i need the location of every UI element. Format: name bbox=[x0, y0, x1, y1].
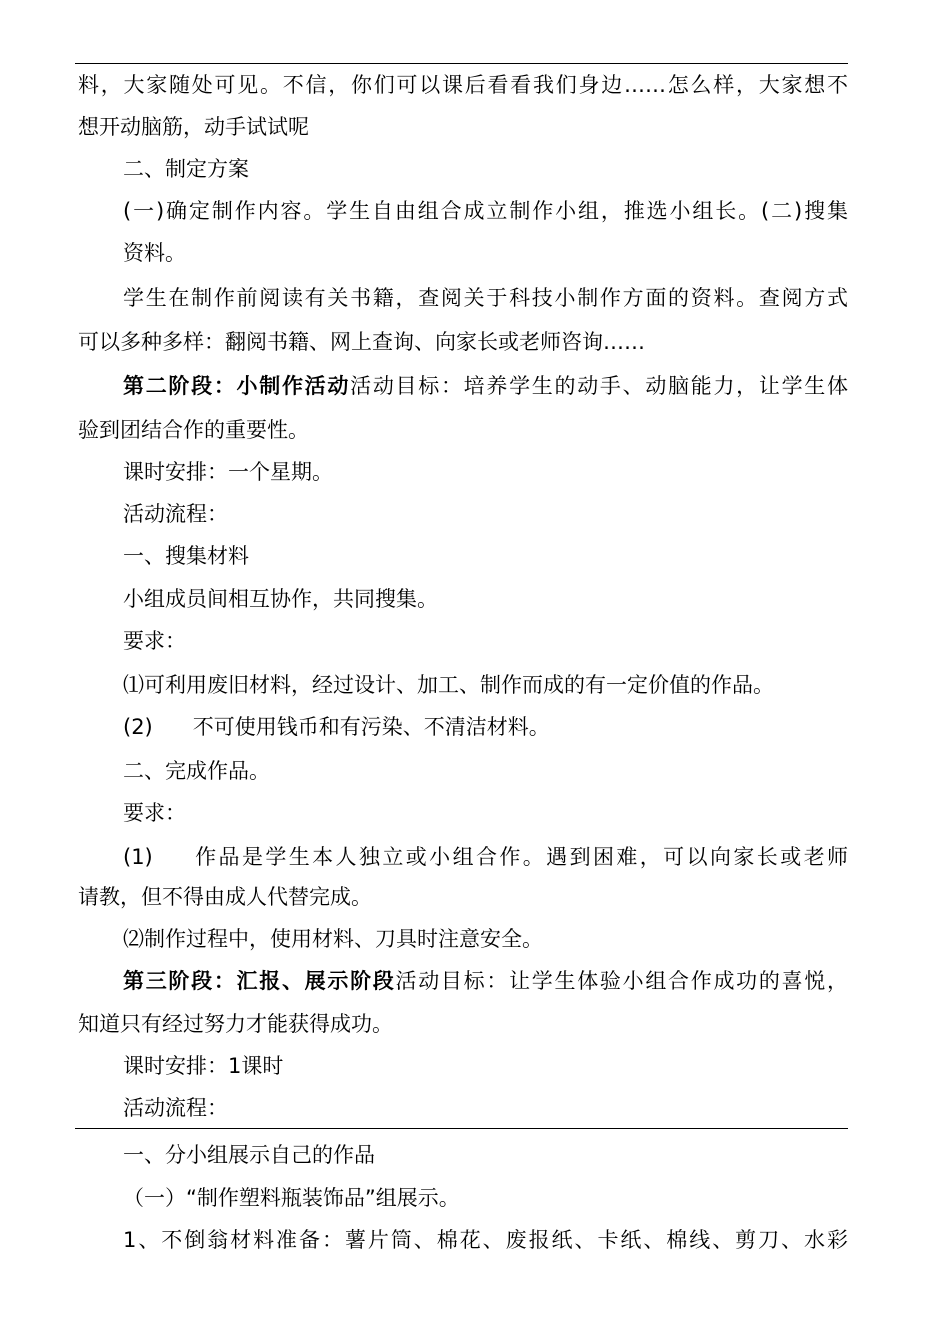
paragraph-line: 要求： bbox=[123, 629, 186, 653]
section-heading: 二、完成作品。 bbox=[123, 759, 270, 783]
paragraph-line: 课时安排：一个星期。 bbox=[123, 460, 333, 484]
list-marker: (1) bbox=[123, 845, 153, 869]
paragraph-line: 活动流程： bbox=[123, 502, 228, 526]
stage-two-paragraph bbox=[123, 372, 848, 400]
list-item: ⑴可利用废旧材料，经过设计、加工、制作而成的有一定价值的作品。 bbox=[123, 673, 774, 697]
section-heading: 一、分小组展示自己的作品 bbox=[123, 1143, 375, 1167]
section-heading: 一、搜集材料 bbox=[123, 544, 249, 568]
paragraph-line: 请教，但不得由成人代替完成。 bbox=[78, 885, 372, 909]
paragraph-line: 想开动脑筋，动手试试呢 bbox=[78, 115, 309, 139]
list-text: 不可使用钱币和有污染、不清洁材料。 bbox=[192, 715, 550, 739]
stage-two-goal: 活动目标：培养学生的动手、动脑能力，让学生体 bbox=[350, 374, 849, 398]
paragraph-line: 资料。 bbox=[123, 241, 186, 265]
paragraph-line: 小组成员间相互协作，共同搜集。 bbox=[123, 587, 438, 611]
paragraph-line: 验到团结合作的重要性。 bbox=[78, 418, 309, 442]
paragraph-line: 课时安排：1课时 bbox=[123, 1054, 284, 1078]
paragraph-line: 活动流程： bbox=[123, 1096, 228, 1120]
paragraph-line: 知道只有经过努力才能获得成功。 bbox=[78, 1012, 393, 1036]
stage-three-goal: 活动目标：让学生体验小组合作成功的喜悦， bbox=[395, 969, 848, 993]
paragraph-line: 料，大家随处可见。不信，你们可以课后看看我们身边……怎么样，大家想不 bbox=[78, 73, 848, 97]
paragraph-line: （一）“制作塑料瓶装饰品”组展示。 bbox=[123, 1186, 460, 1210]
list-text: 作品是学生本人独立或小组合作。遇到困难，可以向家长或老师 bbox=[192, 845, 848, 869]
paragraph-line: (一)确定制作内容。学生自由组合成立制作小组，推选小组长。(二)搜集 bbox=[123, 199, 848, 223]
stage-three-heading: 第三阶段：汇报、展示阶段 bbox=[123, 969, 396, 993]
list-item: ⑵制作过程中，使用材料、刀具时注意安全。 bbox=[123, 927, 543, 951]
top-rule bbox=[75, 63, 848, 64]
paragraph-line: 可以多种多样：翻阅书籍、网上查询、向家长或老师咨询…… bbox=[78, 330, 645, 354]
stage-three-paragraph bbox=[123, 967, 848, 995]
paragraph-line: 要求： bbox=[123, 801, 186, 825]
list-item bbox=[123, 843, 848, 871]
paragraph-line: 1、不倒翁材料准备：薯片筒、棉花、废报纸、卡纸、棉线、剪刀、水彩 bbox=[123, 1228, 848, 1252]
stage-two-heading: 第二阶段：小制作活动 bbox=[123, 374, 351, 398]
page-break-rule bbox=[75, 1128, 848, 1129]
section-heading: 二、制定方案 bbox=[123, 157, 249, 181]
paragraph-line: 学生在制作前阅读有关书籍，查阅关于科技小制作方面的资料。查阅方式 bbox=[123, 286, 848, 310]
list-marker: (2) bbox=[123, 715, 153, 739]
list-item bbox=[123, 713, 550, 741]
